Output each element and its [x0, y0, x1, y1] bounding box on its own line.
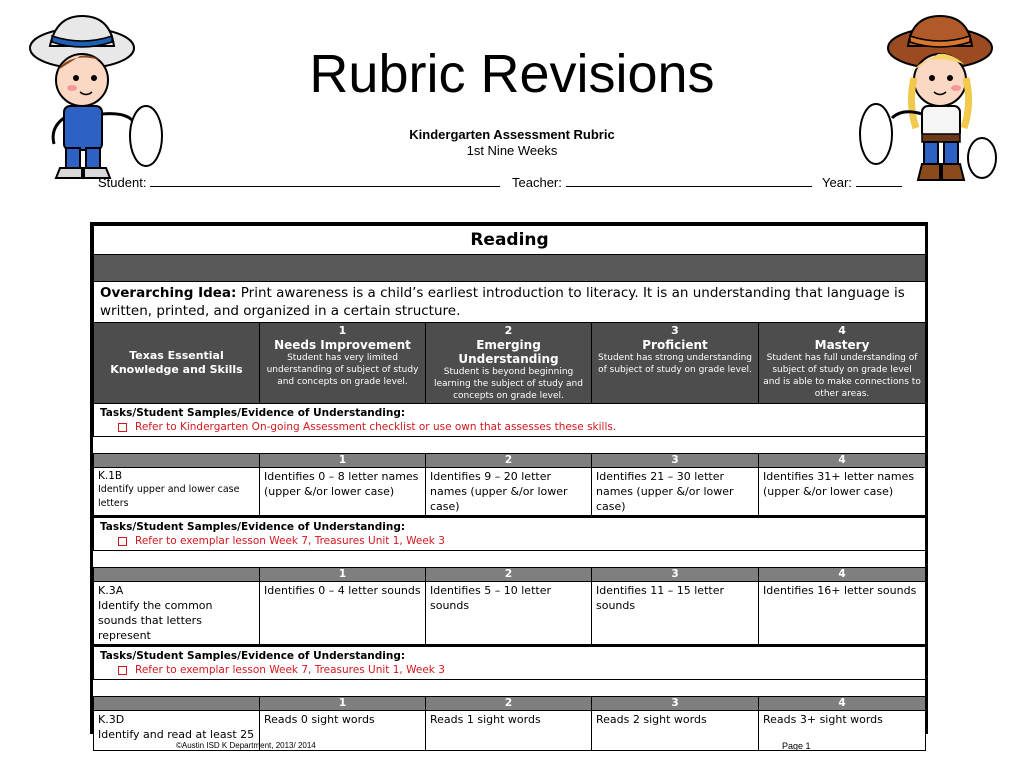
level-name: Emerging Understanding: [458, 338, 559, 366]
score-number-blank: [94, 454, 260, 468]
level-3-header: [592, 323, 759, 404]
overarching-text: Print awareness is a child’s earliest introduction to literacy. It is an understanding that language is written, printed, and organized in a certain structure.: [100, 285, 905, 319]
score-number: 4: [759, 568, 926, 582]
level-name: Needs Improvement: [274, 338, 411, 352]
year-label: Year:: [822, 175, 852, 190]
score-number: 4: [759, 697, 926, 711]
score-number: 2: [426, 454, 592, 468]
rubric-cell: Reads 0 sight words: [260, 711, 426, 751]
tasks-label: Tasks/Student Samples/Evidence of Understanding:: [100, 521, 406, 533]
spacer: [94, 680, 926, 697]
rubric-cell: Identifies 5 – 10 letter sounds: [426, 582, 592, 646]
rubric-cell: Identifies 9 – 20 letter names (upper &/or lower case): [426, 468, 592, 517]
rubric-table: [93, 225, 926, 751]
score-number-blank: [94, 697, 260, 711]
tasks-note: [118, 421, 616, 433]
overarching-label: Overarching Idea:: [100, 285, 237, 301]
section-title: Reading: [94, 226, 926, 255]
student-line: [98, 174, 500, 190]
tasks-note: [118, 535, 445, 547]
score-number-row: [94, 697, 926, 711]
slide-title: Rubric Revisions: [309, 44, 715, 104]
skill-row: [94, 468, 926, 517]
score-number: 3: [592, 568, 759, 582]
level-header-row: [94, 323, 926, 404]
rubric-cell: Identifies 16+ letter sounds: [759, 582, 926, 646]
skill-cell: [94, 468, 260, 517]
overarching-idea: [94, 282, 926, 323]
score-number: 1: [260, 697, 426, 711]
reading-rubric: [90, 222, 928, 741]
tasks-label: Tasks/Student Samples/Evidence of Understanding:: [100, 407, 406, 419]
tasks-label: Tasks/Student Samples/Evidence of Understanding:: [100, 650, 406, 662]
rubric-cell: Identifies 11 – 15 letter sounds: [592, 582, 759, 646]
level-description: Student has full understanding of subject of study on grade level and is able to make connections to other areas.: [763, 353, 921, 399]
score-number: 1: [260, 568, 426, 582]
year-blank: [856, 174, 902, 187]
level-name: Proficient: [642, 338, 708, 352]
footer-copyright: ©Austin ISD K Department, 2013/ 2014: [176, 741, 316, 750]
rubric-cell: Reads 3+ sight words: [759, 711, 926, 751]
level-number: 2: [504, 324, 513, 337]
score-number-row: [94, 568, 926, 582]
score-number: 4: [759, 454, 926, 468]
teks-header: Texas Essential Knowledge and Skills: [94, 323, 260, 404]
rubric-cell: Identifies 0 – 4 letter sounds: [260, 582, 426, 646]
level-description: Student has very limited understanding of subject of study and concepts on grade level.: [266, 353, 419, 387]
score-number: 3: [592, 697, 759, 711]
document-title: Kindergarten Assessment Rubric: [409, 127, 615, 142]
rubric-cell: Reads 1 sight words: [426, 711, 592, 751]
score-number: 2: [426, 697, 592, 711]
level-number: 1: [338, 324, 347, 337]
level-2-header: [426, 323, 592, 404]
tasks-evidence: [94, 517, 926, 551]
level-number: 4: [838, 324, 846, 337]
rubric-cell: Identifies 21 – 30 letter names (upper &/or lower case): [592, 468, 759, 517]
score-number: 1: [260, 454, 426, 468]
rubric-cell: Reads 2 sight words: [592, 711, 759, 751]
document-subtitle: 1st Nine Weeks: [466, 143, 558, 158]
skill-code: K.1B: [98, 470, 123, 482]
tasks-evidence: [94, 404, 926, 437]
level-1-header: [260, 323, 426, 404]
skill-description: Identify and read at least 25: [98, 728, 255, 741]
level-description: Student is beyond beginning learning the subject of study and concepts on grade level.: [434, 367, 583, 401]
tasks-note-text: Refer to exemplar lesson Week 7, Treasures Unit 1, Week 3: [135, 664, 445, 676]
skill-code: K.3A: [98, 584, 124, 597]
skill-row: [94, 582, 926, 646]
skill-code: K.3D: [98, 713, 125, 726]
rubric-cell: Identifies 31+ letter names (upper &/or lower case): [759, 468, 926, 517]
teacher-blank: [566, 174, 812, 187]
level-number: 3: [671, 324, 679, 337]
score-number-row: [94, 454, 926, 468]
student-label: Student:: [98, 175, 147, 190]
teacher-label: Teacher:: [512, 175, 562, 190]
score-number: 3: [592, 454, 759, 468]
tasks-note: [118, 664, 445, 676]
level-name: Mastery: [814, 338, 870, 352]
teacher-line: [512, 174, 812, 190]
level-4-header: [759, 323, 926, 404]
tasks-evidence: [94, 646, 926, 680]
skill-description: Identify upper and lower case letters: [98, 484, 240, 509]
skill-cell: [94, 582, 260, 646]
skill-description: Identify the common sounds that letters represent: [98, 599, 213, 642]
rubric-cell: Identifies 0 – 8 letter names (upper &/or lower case): [260, 468, 426, 517]
score-number-blank: [94, 568, 260, 582]
year-line: [822, 174, 902, 190]
spacer: [94, 551, 926, 568]
checkbox-icon: [118, 537, 127, 546]
footer-page-number: Page 1: [782, 741, 811, 751]
section-divider: [94, 255, 926, 282]
checkbox-icon: [118, 666, 127, 675]
checkbox-icon: [118, 423, 127, 432]
tasks-note-text: Refer to exemplar lesson Week 7, Treasures Unit 1, Week 3: [135, 535, 445, 547]
tasks-note-text: Refer to Kindergarten On-going Assessment checklist or use own that assesses these skills.: [135, 421, 617, 433]
spacer: [94, 437, 926, 454]
student-blank: [150, 174, 500, 187]
score-number: 2: [426, 568, 592, 582]
level-description: Student has strong understanding of subject of study on grade level.: [598, 353, 752, 375]
